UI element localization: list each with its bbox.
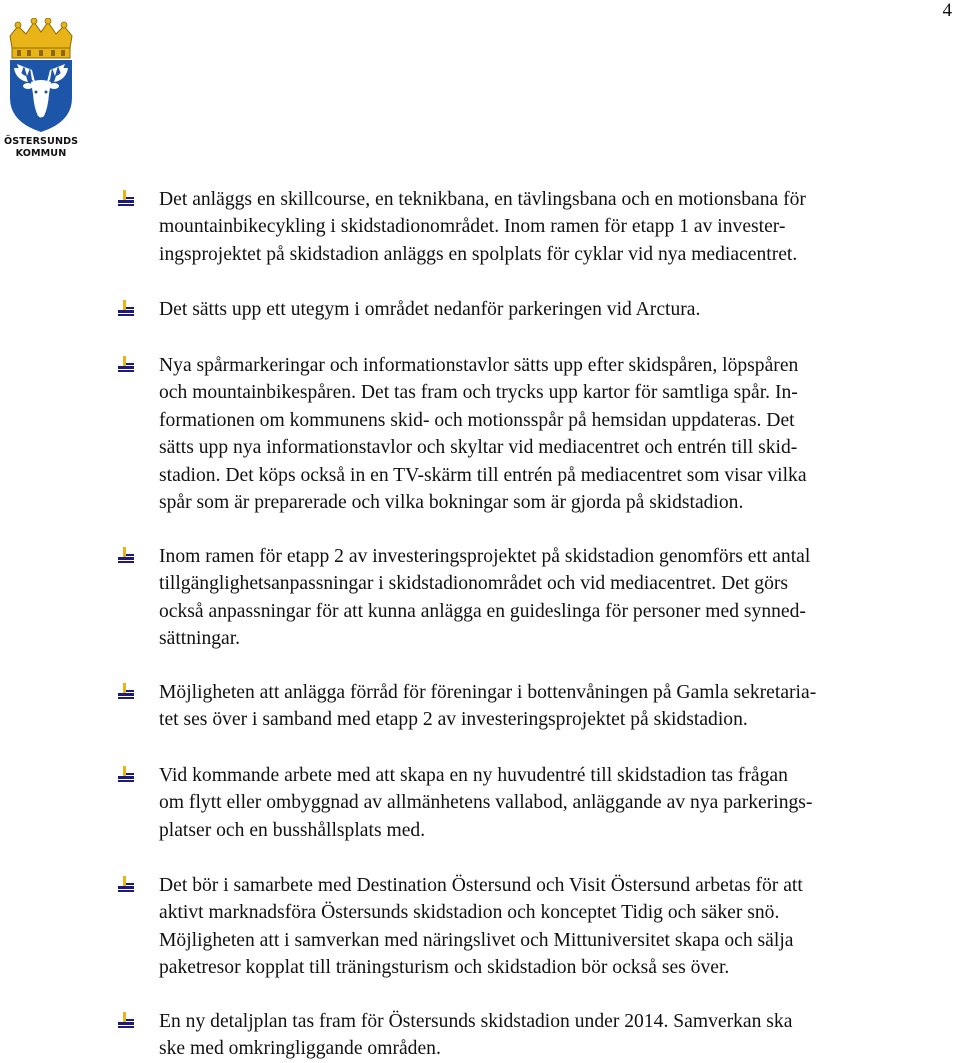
municipality-logo (4, 18, 78, 164)
bullet-text (159, 872, 949, 982)
bullet-text (159, 352, 949, 516)
text-line: tillgänglighetsanpassningar i skidstadionområdet och vid mediacentret. Det görs (159, 573, 789, 595)
text-line: paketresor kopplat till träningsturism och skidstadion bör också ses över. (159, 957, 730, 979)
text-line: spår som är preparerade och vilka bokningar som är gjorda på skidstadion. (159, 492, 744, 514)
bullet-text (159, 762, 949, 844)
bullet-square-icon (118, 766, 136, 784)
bullet-text (159, 543, 949, 653)
bullet-text (159, 679, 949, 734)
text-line: sätts upp nya informationstavlor och skyltar vid mediacentret och entrén till skid- (159, 437, 798, 459)
bullet-square-icon (118, 190, 136, 208)
text-line: aktivt marknadsföra Östersunds skidstadion och konceptet Tidig och säker snö. (159, 902, 780, 924)
text-line: Det anläggs en skillcourse, en teknikbana, en tävlingsbana och en motionsbana för (159, 189, 806, 210)
bullet-square-icon (118, 683, 136, 701)
bullet-square-icon (118, 1012, 136, 1030)
text-line: Vid kommande arbete med att skapa en ny huvudentré till skidstadion tas frågan (159, 765, 788, 786)
bullet-text (159, 296, 949, 323)
text-line: mountainbikecykling i skidstadionområdet. Inom ramen för etapp 1 av invester- (159, 216, 786, 238)
moose-crest-icon (4, 18, 78, 134)
text-line: Möjligheten att i samverkan med näringslivet och Mittuniversitet skapa och sälja (159, 929, 794, 951)
text-line: ske med omkringliggande områden. (159, 1038, 441, 1060)
text-line: Möjligheten att anlägga förråd för föreningar i bottenvåningen på Gamla sekretaria- (159, 682, 817, 703)
text-line: också anpassningar för att kunna anlägga en guideslinga för personer med synned- (159, 600, 806, 622)
logo-name-line2: KOMMUN (15, 148, 67, 159)
logo-name-line1: ÖSTERSUNDS (4, 136, 79, 147)
text-line: om flytt eller ombyggnad av allmänhetens vallabod, anläggande av nya parkerings- (159, 792, 813, 814)
text-line: Det sätts upp ett utegym i området nedanför parkeringen vid Arctura. (159, 299, 701, 320)
text-line: stadion. Det köps också in en TV-skärm till entrén på mediacentret som visar vilka (159, 464, 807, 486)
text-line: platser och en busshållsplats med. (159, 819, 426, 841)
text-line: tet ses över i samband med etapp 2 av investeringsprojektet på skidstadion. (159, 709, 748, 731)
text-line: Det bör i samarbete med Destination Östersund och Visit Östersund arbetas för att (159, 875, 803, 896)
bullet-square-icon (118, 547, 136, 565)
text-line: Nya spårmarkeringar och informationstavlor sätts upp efter skidspåren, löpspåren (159, 355, 799, 376)
text-line: sättningar. (159, 628, 241, 650)
bullet-text (159, 186, 949, 268)
text-line: formationen om kommunens skid- och motionsspår på hemsidan uppdateras. Det (159, 409, 795, 431)
text-line: ingsprojektet på skidstadion anläggs en spolplats för cyklar vid nya mediacentret. (159, 243, 798, 265)
bullet-square-icon (118, 356, 136, 374)
text-line: En ny detaljplan tas fram för Östersunds skidstadion under 2014. Samverkan ska (159, 1011, 793, 1032)
page-number: 4 (942, 0, 952, 21)
text-line: Inom ramen för etapp 2 av investeringsprojektet på skidstadion genomförs ett antal (159, 546, 811, 567)
crown-icon (10, 18, 72, 58)
bullet-square-icon (118, 300, 136, 318)
text-line: och mountainbikespåren. Det tas fram och trycks upp kartor för samtliga spår. In- (159, 382, 798, 404)
bullet-text (159, 1008, 949, 1063)
bullet-square-icon (118, 876, 136, 894)
